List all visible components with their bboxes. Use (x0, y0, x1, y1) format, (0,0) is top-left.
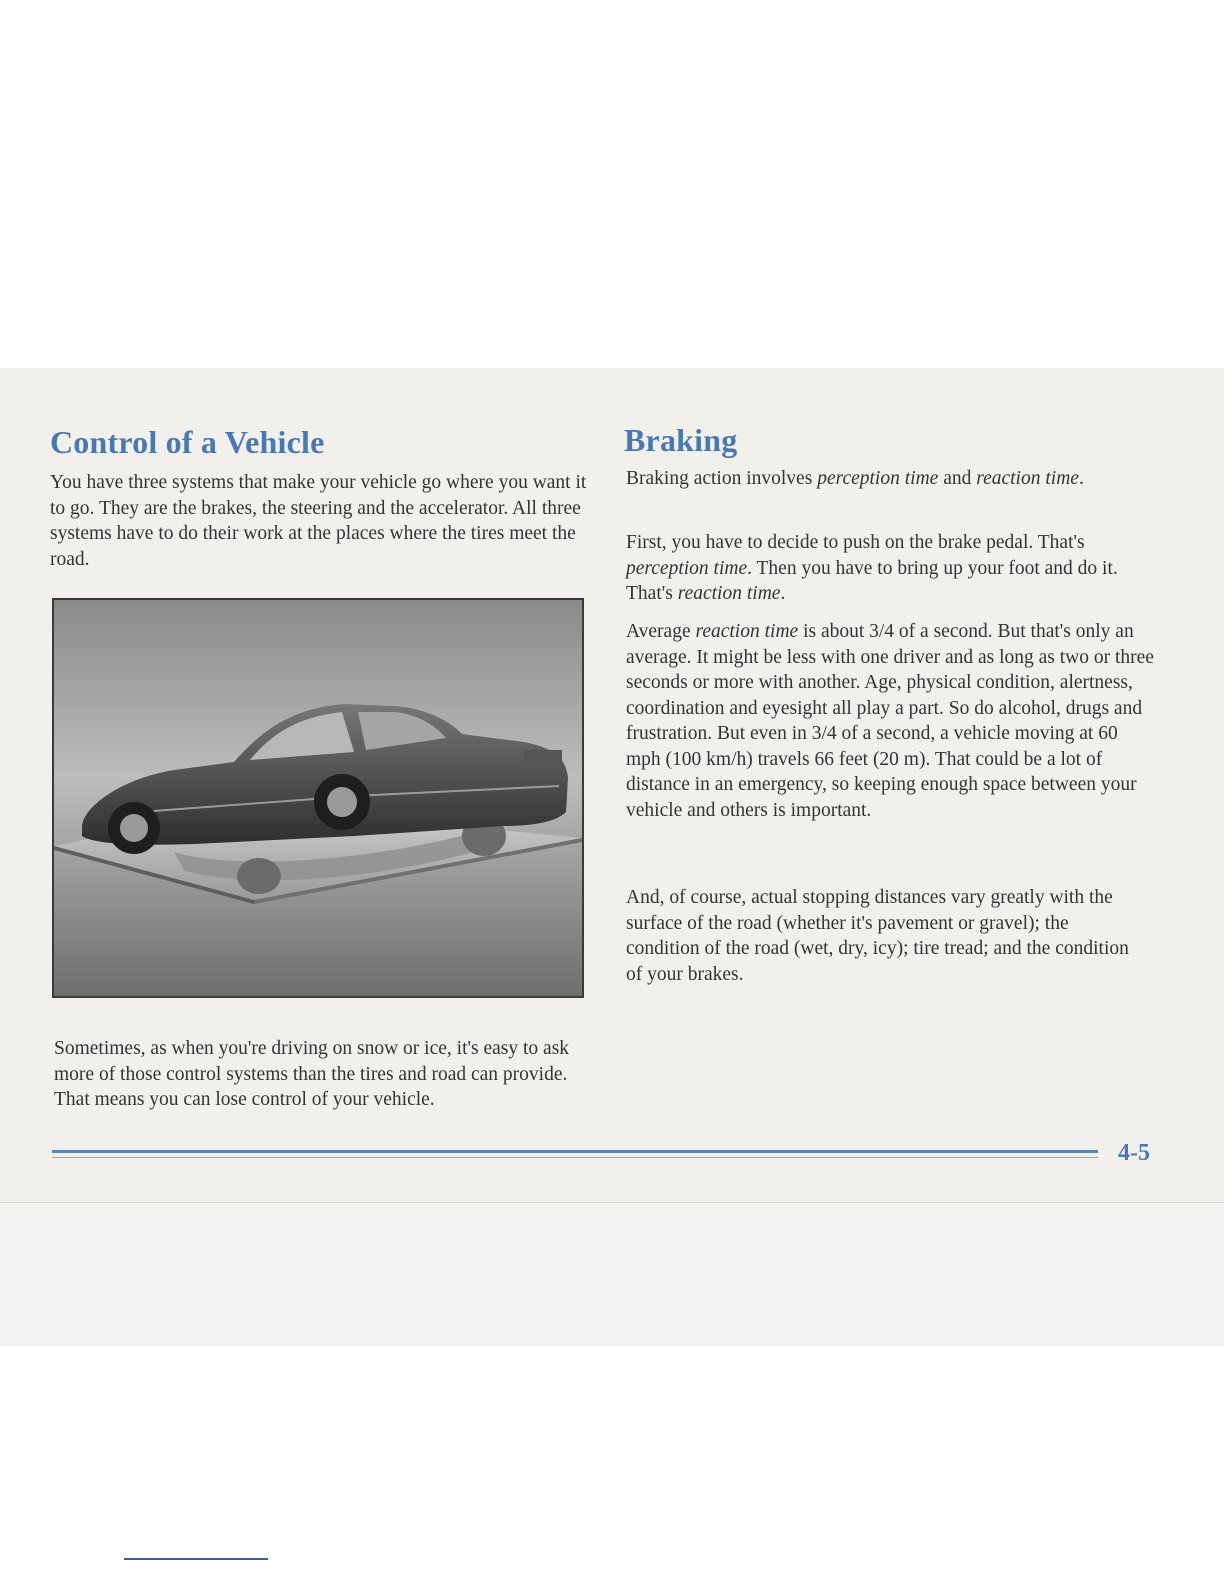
page-band-lower (0, 1202, 1224, 1347)
footer-rule (52, 1150, 1098, 1162)
reaction-time-term: reaction time (695, 621, 799, 642)
perception-text: First, you have to decide to push on the brake pedal. That's (626, 532, 1085, 553)
stopping-distance-paragraph: And, of course, actual stopping distances vary greatly with the surface of the road (whether it's pavement or gravel); the condition of the road (wet, dry, icy); tire tread; and the condition of your brakes. (626, 887, 1129, 985)
car-illustration (52, 598, 584, 998)
bottom-link-underline (124, 1558, 268, 1560)
braking-intro-paragraph (626, 466, 1146, 492)
control-intro-paragraph: You have three systems that make your vehicle go where you want it to go. They are the brakes, the steering and the accelerator. All three systems have to do their work at the places where the tires meet the road. (50, 472, 587, 570)
car-on-road-plane-icon (54, 600, 582, 996)
braking-heading: Braking (624, 422, 738, 458)
perception-paragraph (626, 530, 1156, 607)
reaction-time-term: reaction time (677, 583, 781, 604)
page-number: 4-5 (1118, 1140, 1150, 1166)
braking-intro-text: Braking action involves (626, 468, 818, 489)
control-of-vehicle-heading: Control of a Vehicle (50, 424, 325, 460)
reaction-text: is about 3/4 of a second. But that's only an average. It might be less with one driver and as long as two or three seconds or more with another. Age, physical condition, alertness, coordination and eyesight all play a part. So do alcohol, drugs and frustration. But even in 3/4 of a second, a vehicle moving at 60 mph (100 km/h) travels 66 feet (20 m). That could be a lot of distance in an emergency, so keeping enough space between your vehicle and others is important. (626, 621, 1154, 821)
perception-text: . Then you have to bring up your foot and do it. That's (626, 557, 1118, 604)
reaction-time-paragraph (626, 619, 1156, 823)
reaction-time-term: reaction time (976, 468, 1079, 489)
reaction-text: Average (626, 621, 696, 642)
perception-time-term: perception time (626, 557, 748, 579)
perception-text: . (780, 583, 786, 604)
perception-time-term: perception time (817, 468, 939, 489)
control-loss-paragraph: Sometimes, as when you're driving on snow or ice, it's easy to ask more of those control systems than the tires and road can provide. That means you can lose control of your vehicle. (54, 1038, 570, 1110)
braking-intro-text: and (938, 468, 977, 489)
braking-intro-text: . (1078, 468, 1084, 489)
